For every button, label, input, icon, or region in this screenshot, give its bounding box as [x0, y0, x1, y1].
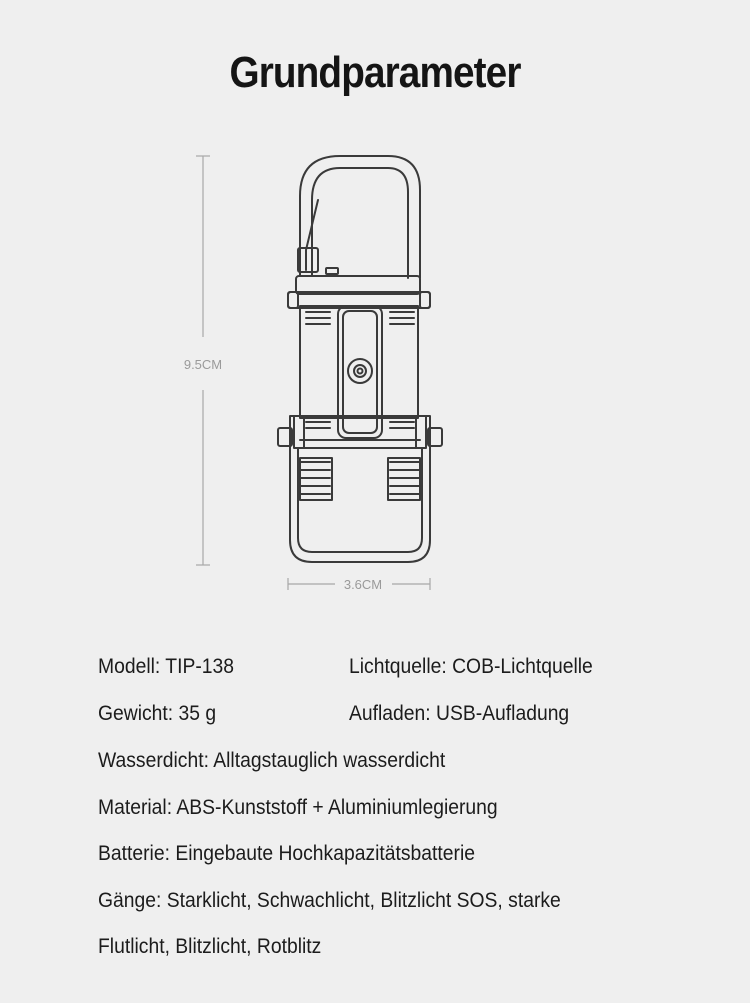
- spec-gewicht: Gewicht: 35 g: [98, 702, 217, 725]
- height-label: 9.5CM: [183, 357, 223, 372]
- carabiner-hook: [298, 156, 420, 278]
- spec-gaenge-line1: Gänge: Starklicht, Schwachlicht, Blitzlicht SOS, starke: [98, 889, 561, 912]
- spec-material: Material: ABS-Kunststoff + Aluminiumlegierung: [98, 796, 498, 819]
- spec-aufladen: Aufladen: USB-Aufladung: [349, 702, 570, 725]
- page-title: Grundparameter: [229, 48, 521, 97]
- width-label: 3.6CM: [343, 577, 383, 592]
- spec-wasserdicht: Wasserdicht: Alltagstauglich wasserdicht: [98, 749, 446, 772]
- flashlight-drawing: [278, 156, 442, 562]
- spec-batterie: Batterie: Eingebaute Hochkapazitätsbatterie: [98, 842, 475, 865]
- upper-body: [288, 276, 430, 438]
- product-illustration: [0, 140, 750, 610]
- spec-lichtquelle: Lichtquelle: COB-Lichtquelle: [349, 655, 593, 678]
- spec-modell: Modell: TIP-138: [98, 655, 235, 678]
- spec-gaenge-line2: Flutlicht, Blitzlicht, Rotblitz: [98, 935, 322, 958]
